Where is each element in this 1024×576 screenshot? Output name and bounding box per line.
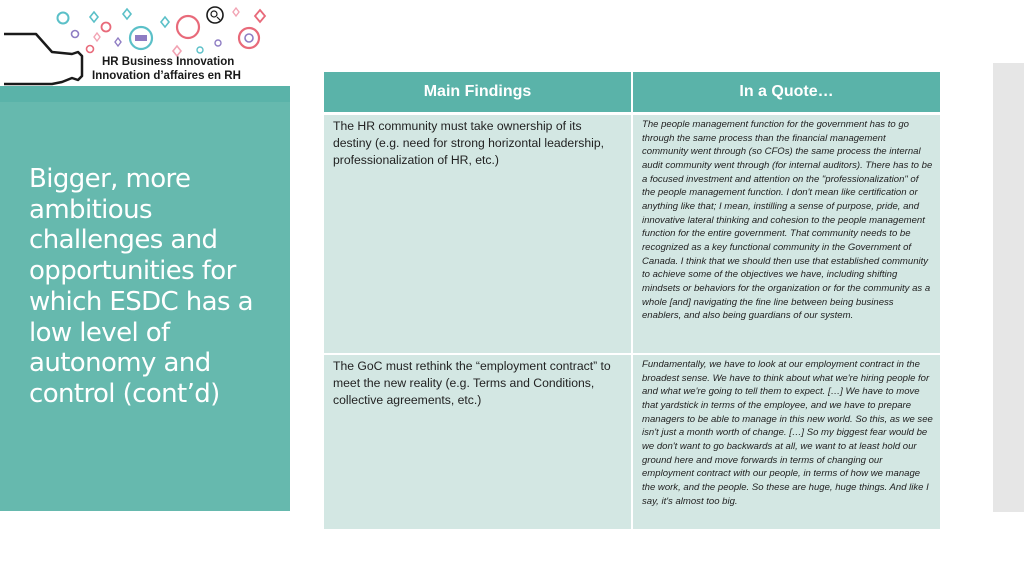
circle-icon [215, 40, 221, 46]
header-main-findings: Main Findings [324, 72, 632, 114]
circle-icon [197, 47, 203, 53]
circle-icon [177, 16, 199, 38]
slide-title: Bigger, more ambitious challenges and opportunities for which ESDC has a low level of autonomy and control (cont’d) [29, 164, 253, 409]
diamond-icon [90, 12, 98, 22]
finding-cell [324, 354, 632, 530]
quote-cell [632, 354, 940, 530]
side-panel [0, 102, 290, 511]
right-scroll-strip [993, 63, 1024, 512]
table-header-row [324, 72, 940, 114]
diamond-icon [255, 10, 265, 22]
circle-icon [58, 13, 69, 24]
logo-line-2: Innovation d’affaires en RH [92, 70, 241, 82]
gear-icon [239, 28, 259, 48]
diamond-icon [161, 17, 169, 27]
magnifier-icon [207, 7, 223, 23]
logo-accent-bar [0, 86, 290, 102]
diamond-icon [94, 33, 100, 41]
table-row [324, 114, 940, 355]
circle-icon [102, 23, 111, 32]
finding-text: The GoC must rethink the “employment contract” to meet the new reality (e.g. Terms and Conditions, collective agreements, etc.) [333, 359, 611, 407]
table-row [324, 354, 940, 530]
people-icon [135, 35, 147, 41]
logo-line-1: HR Business Innovation [102, 56, 235, 68]
circle-icon [72, 31, 79, 38]
diamond-icon [115, 38, 121, 46]
findings-table [324, 72, 940, 531]
quote-text: Fundamentally, we have to look at our employment contract in the broadest sense. We have to think about what we're hiring people for and what we're going to tell them to expect. […] We have to move that yardstick in terms of the employee, and we have to prepare managers to be able to manage in this new world. So this, as we see isn't just a month worth of change. […] So my biggest fear would be we don't want to go backwards at all, we want to at least hold our ground here and move forwards in terms of changing our employment contract with our people, in terms of how we manage the work, and the people. So these are huge, huge things. And like I say, it's almost too big. [642, 359, 933, 507]
finding-cell [324, 114, 632, 355]
header-in-a-quote: In a Quote… [632, 72, 940, 114]
diamond-icon [233, 8, 239, 16]
quote-text: The people management function for the government has to go through the same process than the financial management community went through (so CFOs) the same process the internal audit community went through (for internal auditors). There has to be a focused investment and attention on the "professionalization" of the people management function. I don't mean like certification or anything like that; I mean, instilling a sense of purpose, pride, and innovative lateral thinking and cohesion to the people management function for the entire government. That community needs to be recognized as a key functional community in the Government of Canada. I think that we should then use that established community to achieve some of the objectives we have, including shifting mindsets or behaviors for the organization or for the community as a whole [and] navigating the fine line between being business enablers, and also being guardians of our system. [642, 119, 933, 322]
diamond-icon [123, 9, 131, 19]
logo [0, 0, 290, 102]
circle-icon [87, 46, 94, 53]
finding-text: The HR community must take ownership of its destiny (e.g. need for strong horizontal leadership, professionalization of HR, etc.) [333, 119, 604, 167]
logo-text [92, 55, 282, 83]
quote-cell [632, 114, 940, 355]
